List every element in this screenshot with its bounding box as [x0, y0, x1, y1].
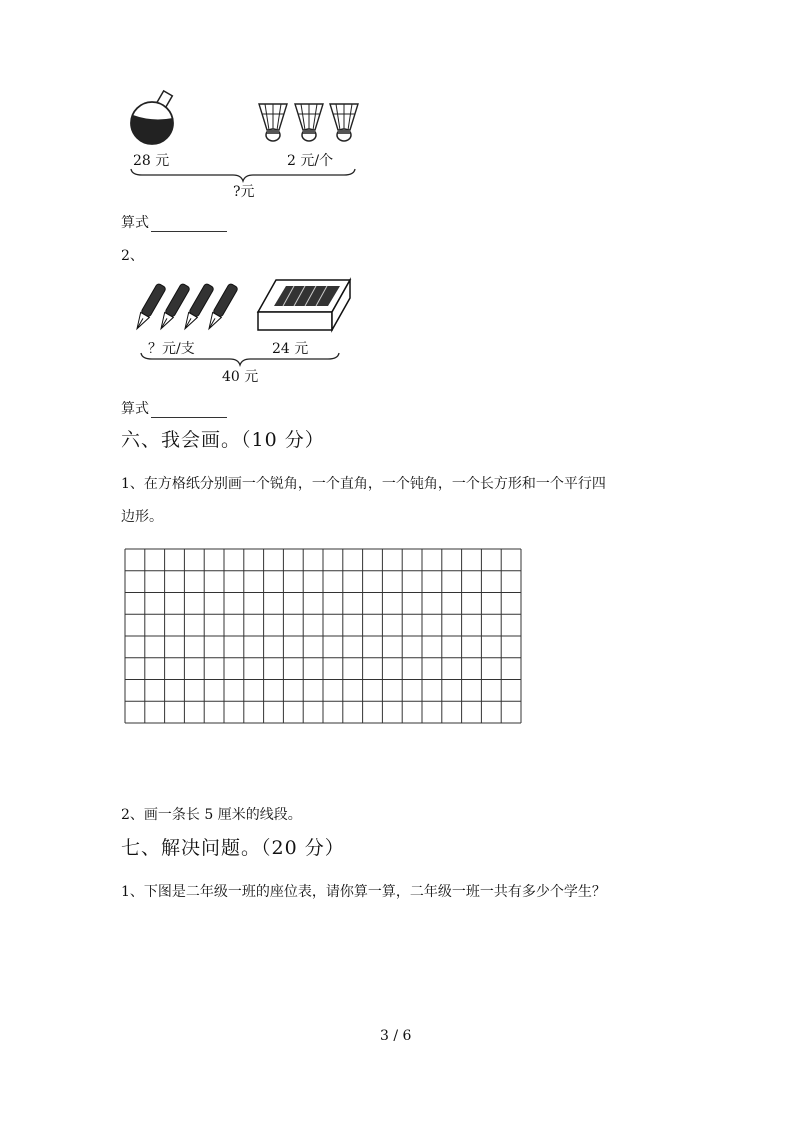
shuttlecock-price-label: 2 元/个	[287, 153, 334, 169]
formula-line	[121, 214, 227, 232]
ping-pong-paddle-icon	[130, 90, 190, 152]
total-brace	[130, 168, 356, 182]
problem-number: 2、	[121, 248, 144, 264]
formula-label: 算式	[121, 401, 149, 417]
total-label: ?元	[233, 184, 255, 200]
pen-box-icon	[256, 278, 352, 334]
question-text: 1、在方格纸分别画一个锐角，一个直角，一个钝角，一个长方形和一个平行四	[121, 476, 606, 492]
grid-paper[interactable]	[125, 549, 522, 725]
formula-label: 算式	[121, 215, 149, 231]
box-price-label: 24 元	[272, 341, 309, 357]
question-text: 1、下图是二年级一班的座位表，请你算一算，二年级一班一共有多少个学生？	[121, 884, 606, 900]
answer-blank[interactable]	[151, 403, 227, 418]
section-heading: 七、解决问题。（20 分）	[121, 837, 345, 859]
ball-price-label: 28 元	[133, 153, 170, 169]
answer-blank[interactable]	[151, 217, 227, 232]
section-heading: 六、我会画。（10 分）	[121, 429, 325, 451]
shuttlecock-icon	[327, 100, 361, 144]
pen-price-label: ？元/支	[148, 341, 195, 357]
total-brace	[140, 352, 340, 366]
page-number: 3 / 6	[380, 1028, 412, 1044]
shuttlecock-icon	[256, 100, 290, 144]
total-label: 40 元	[222, 369, 259, 385]
fountain-pen-icon	[206, 280, 236, 336]
shuttlecock-icon	[292, 100, 326, 144]
question-text: 边形。	[121, 509, 163, 525]
question-text: 2、画一条长 5 厘米的线段。	[121, 807, 302, 823]
formula-line	[121, 400, 227, 418]
